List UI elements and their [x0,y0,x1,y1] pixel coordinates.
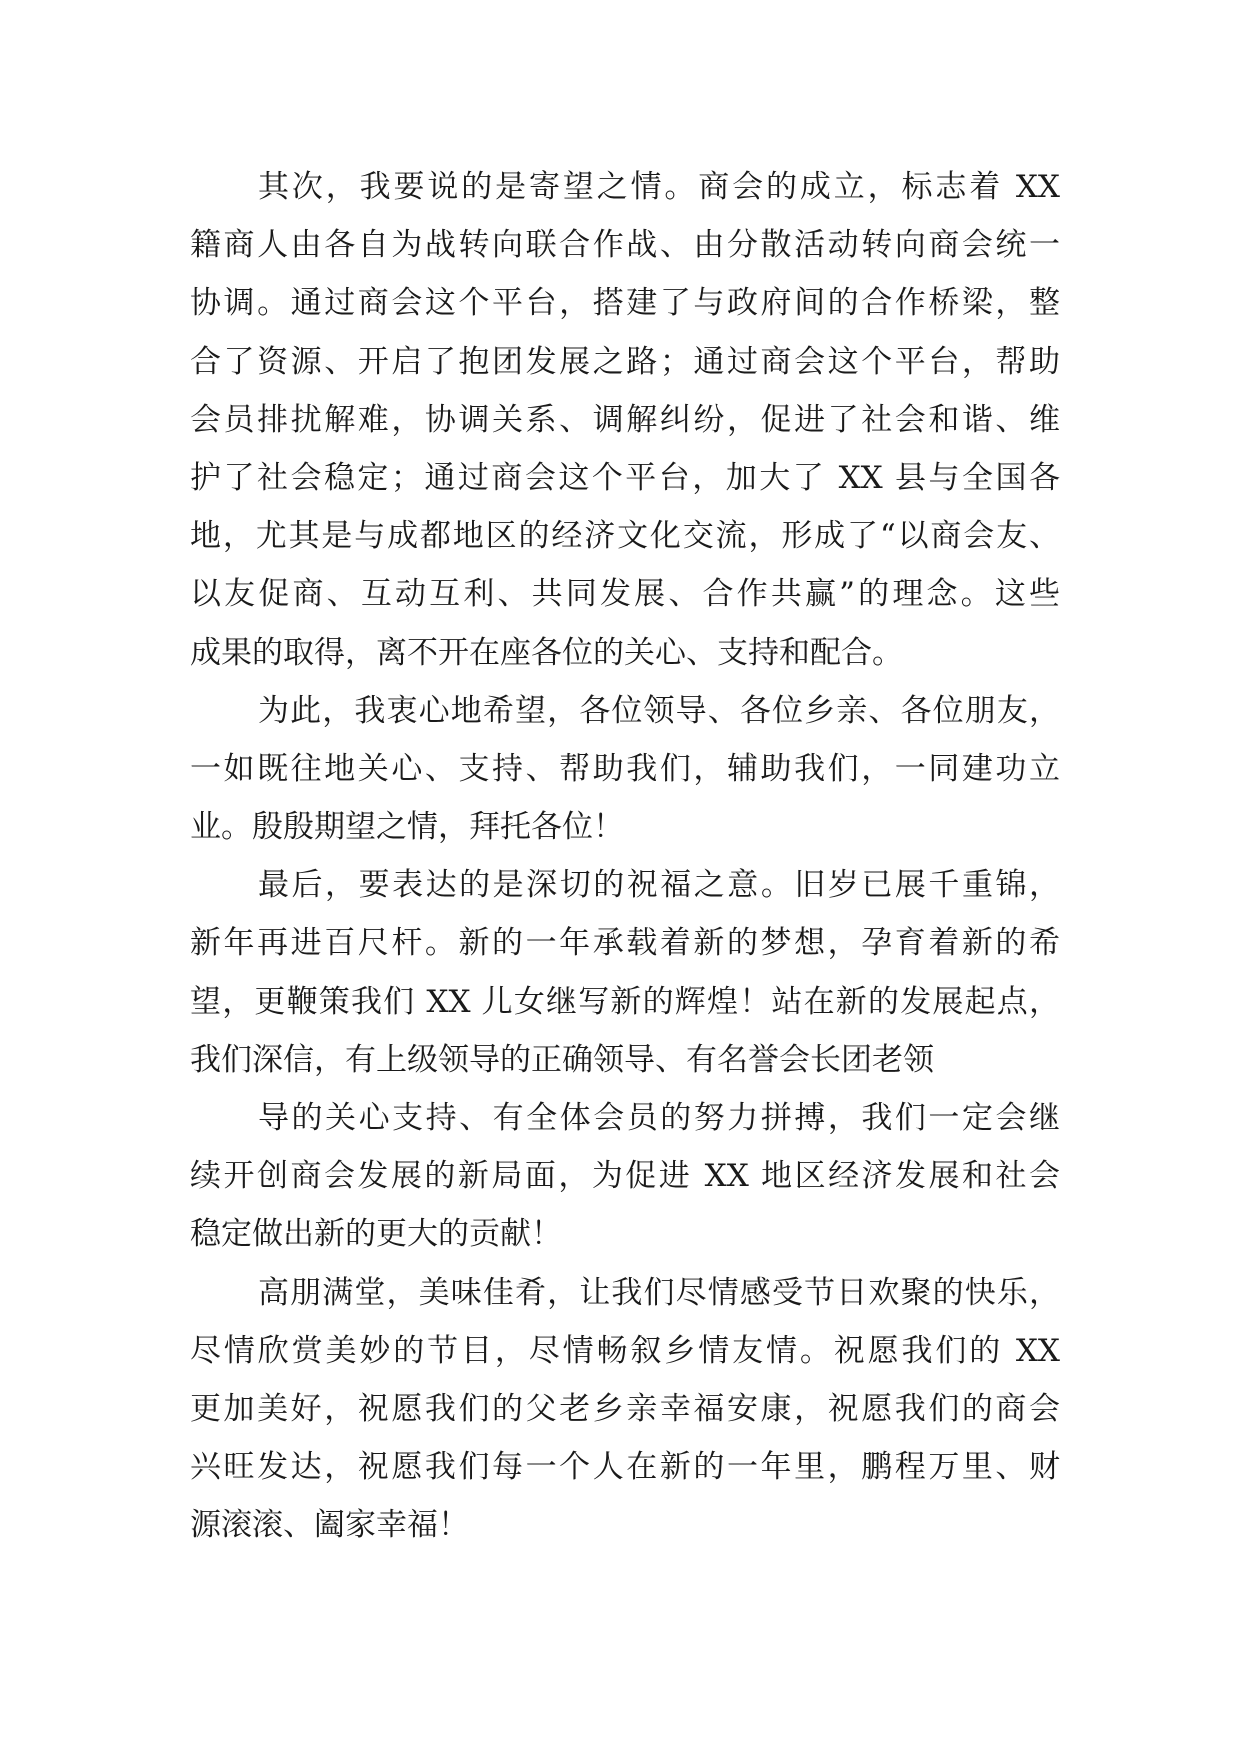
text-line: 我们深信，有上级领导的正确领导、有名誉会长团老领 [190,1041,934,1078]
text-line: 尽情欣赏美妙的节目，尽情畅叙乡情友情。祝愿我们的 XX [190,1332,1060,1369]
text-line: 成果的取得，离不开在座各位的关心、支持和配合。 [190,634,903,671]
text-line: 望，更鞭策我们 XX 儿女继写新的辉煌！站在新的发展起点， [190,983,1060,1020]
text-line: 护了社会稳定；通过商会这个平台，加大了 XX 县与全国各 [190,459,1060,496]
text-line: 续开创商会发展的新局面，为促进 XX 地区经济发展和社会 [190,1158,1060,1195]
text-line: 源滚滚、阖家幸福！ [190,1507,469,1544]
text-line: 一如既往地关心、支持、帮助我们，辅助我们，一同建功立 [190,750,1060,787]
text-line: 籍商人由各自为战转向联合作战、由分散活动转向商会统一 [190,227,1060,264]
text-line: 其次，我要说的是寄望之情。商会的成立，标志着 XX [258,169,1060,205]
text-line: 协调。通过商会这个平台，搭建了与政府间的合作桥梁，整 [190,285,1060,322]
text-line: 会员排扰解难，协调关系、调解纠纷，促进了社会和谐、维 [190,401,1060,438]
text-line: 兴旺发达，祝愿我们每一个人在新的一年里，鹏程万里、财 [190,1449,1060,1486]
text-line: 为此，我衷心地希望，各位领导、各位乡亲、各位朋友， [258,692,1060,729]
text-line: 业。殷殷期望之情，拜托各位！ [190,809,624,846]
document-body [190,158,1060,1555]
text-line: 以友促商、互动互利、共同发展、合作共赢”的理念。这些 [190,576,1060,613]
text-line: 更加美好，祝愿我们的父老乡亲幸福安康，祝愿我们的商会 [190,1390,1060,1427]
text-line: 最后，要表达的是深切的祝福之意。旧岁已展千重锦， [258,867,1060,904]
text-line: 合了资源、开启了抱团发展之路；通过商会这个平台，帮助 [190,343,1060,380]
text-line: 地，尤其是与成都地区的经济文化交流，形成了“以商会友、 [190,518,1060,555]
text-line: 导的关心支持、有全体会员的努力拼搏，我们一定会继 [258,1100,1060,1136]
text-line: 新年再进百尺杆。新的一年承载着新的梦想，孕育着新的希 [190,925,1060,962]
text-line: 高朋满堂，美味佳肴，让我们尽情感受节日欢聚的快乐， [258,1274,1060,1311]
text-line: 稳定做出新的更大的贡献！ [190,1216,562,1253]
